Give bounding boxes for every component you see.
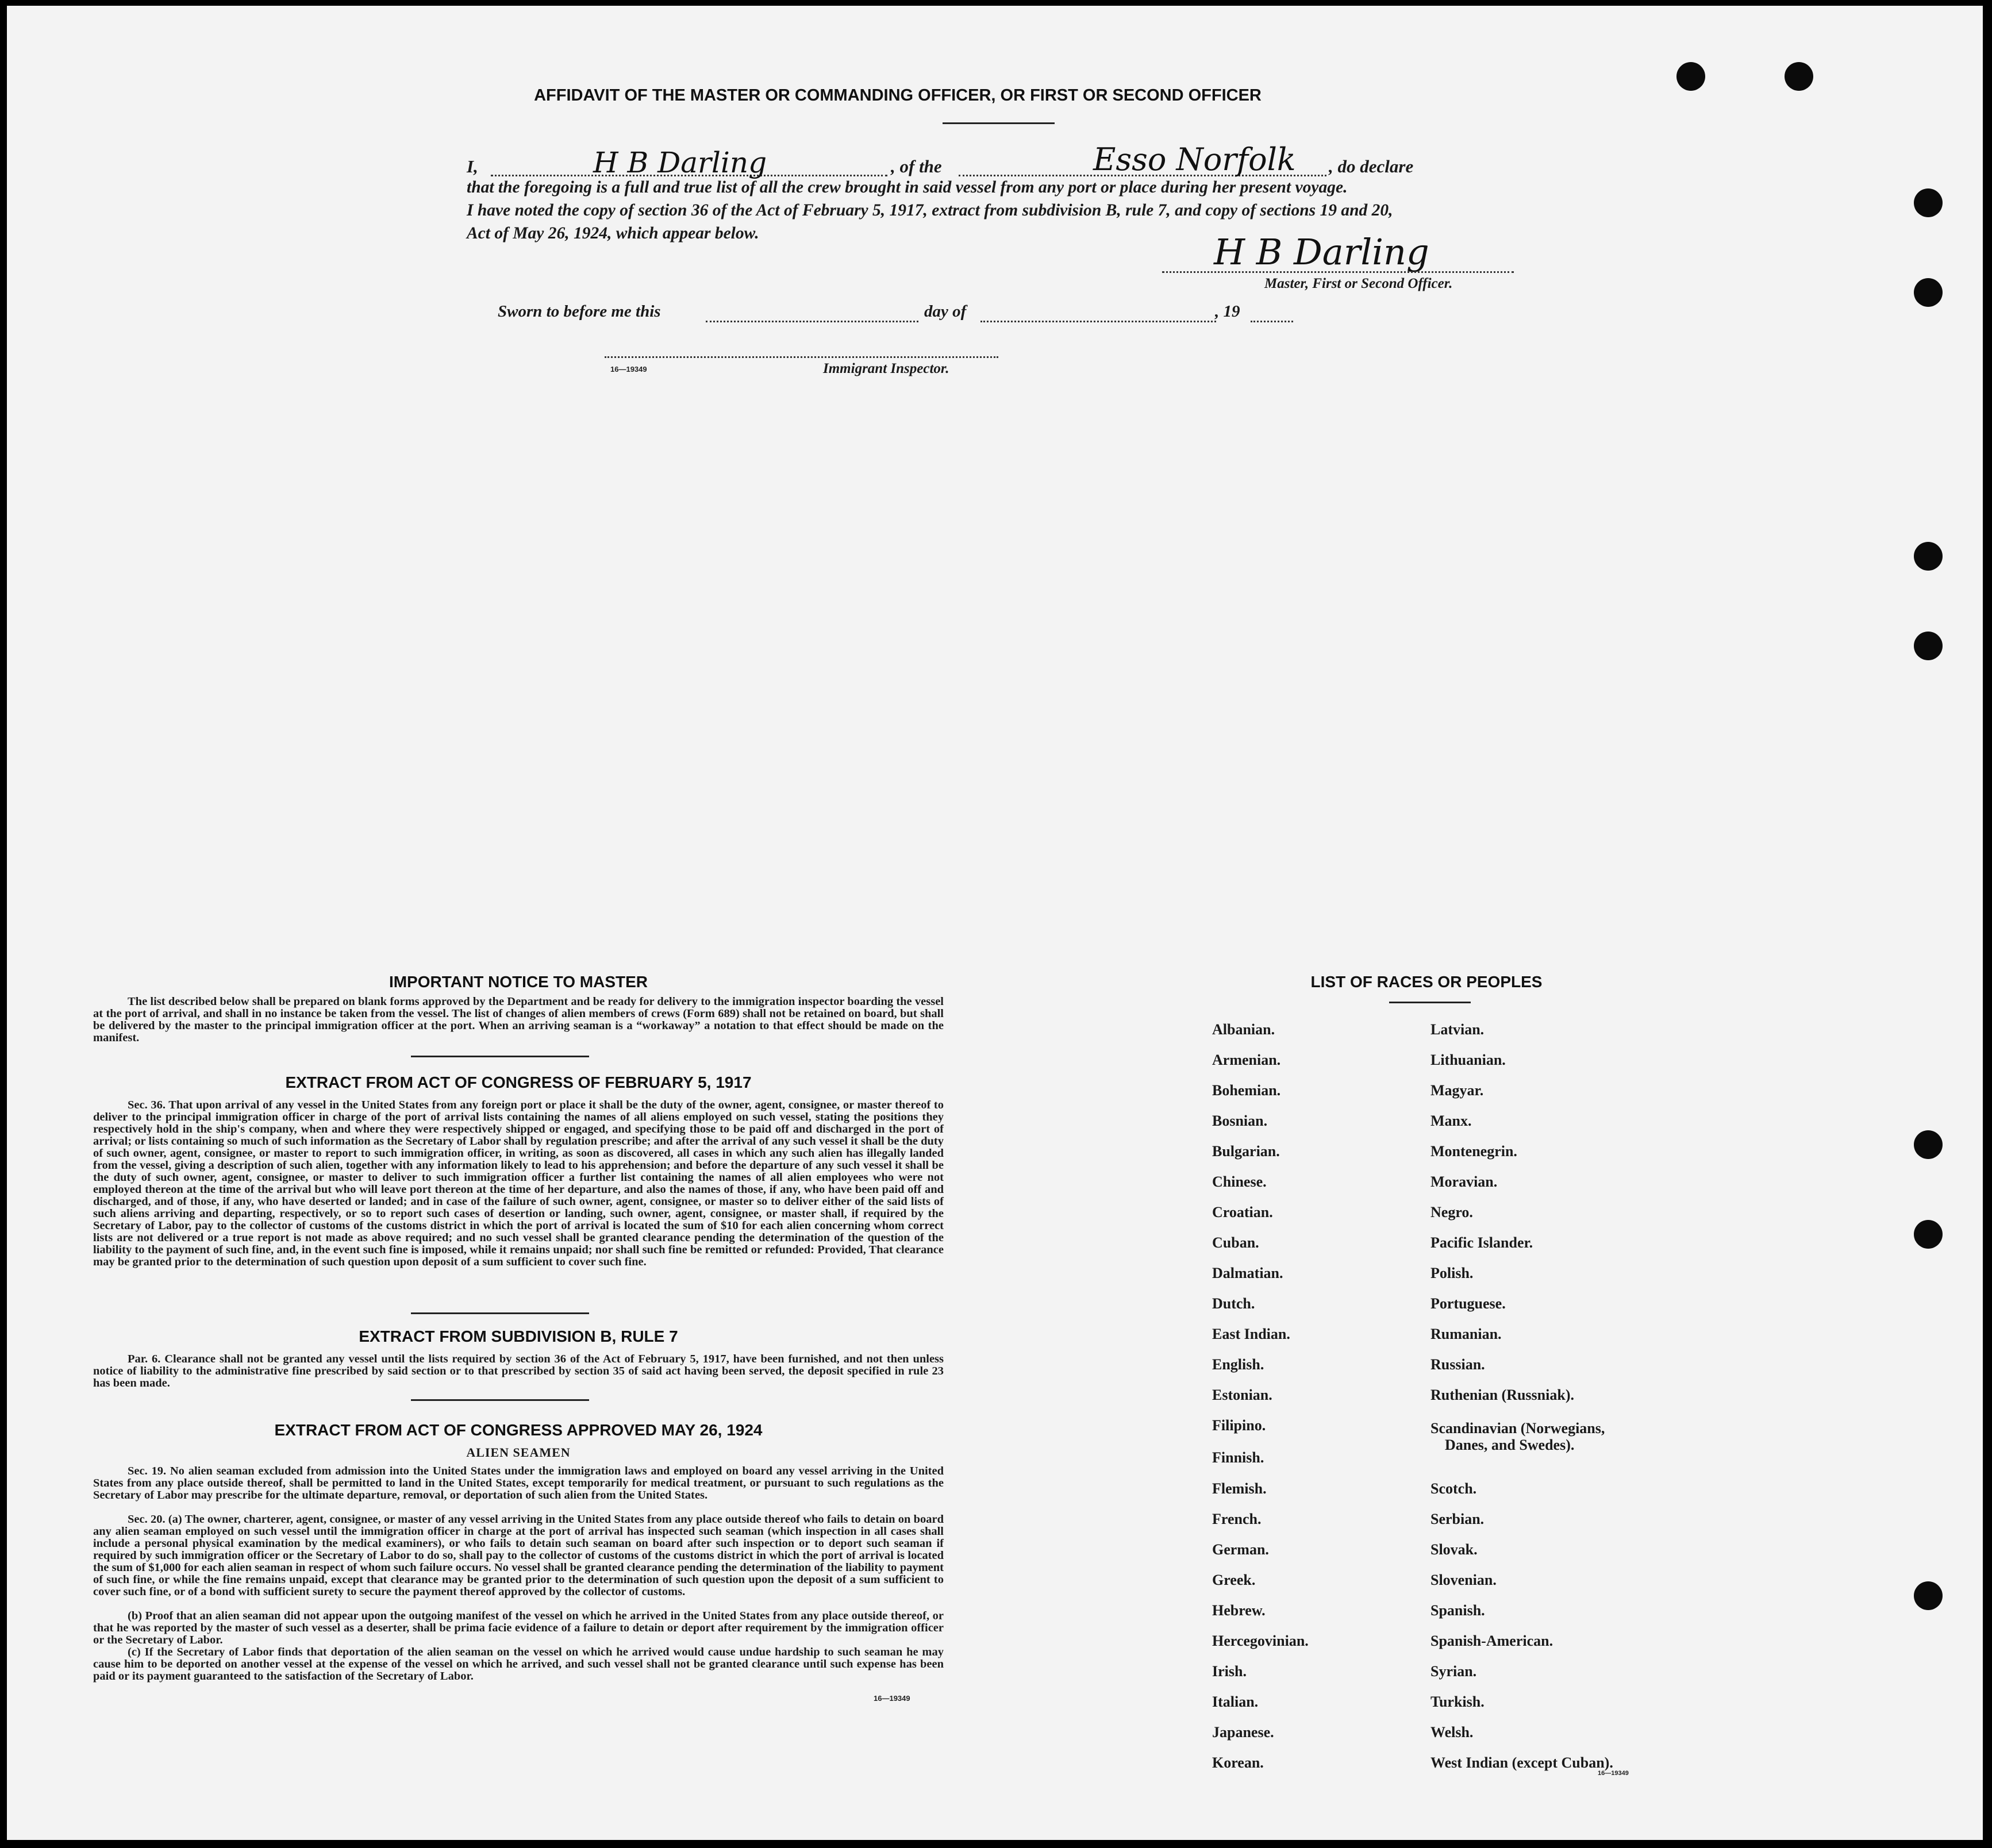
race-right: Polish. bbox=[1430, 1265, 1474, 1281]
sworn-month-blank bbox=[980, 321, 1216, 322]
notice-rule bbox=[411, 1056, 589, 1057]
master-signature: H B Darling bbox=[1214, 231, 1429, 273]
sec-20c-text: (c) If the Secretary of Labor finds that deportation of the alien seaman on the vessel on which he arrived would cause undue hardship to such seaman he may cause him to be deported on another vessel at the expense of the vessel on which he arrived, and such vessel shall not be granted clearance until such expense has been paid or its payment guaranteed to the satisfaction of the Secretary of Labor. bbox=[93, 1646, 944, 1683]
race-right: Slovenian. bbox=[1430, 1572, 1497, 1588]
race-left: Armenian. bbox=[1212, 1052, 1281, 1068]
race-left: Bosnian. bbox=[1212, 1112, 1268, 1129]
race-right: Danes, and Swedes). bbox=[1445, 1437, 1575, 1453]
race-left: Irish. bbox=[1212, 1663, 1247, 1680]
race-right: Lithuanian. bbox=[1430, 1052, 1506, 1068]
signature-line bbox=[1162, 271, 1514, 273]
race-right: Rumanian. bbox=[1430, 1326, 1502, 1342]
title-rule bbox=[943, 122, 1055, 124]
binder-hole bbox=[1914, 632, 1943, 660]
race-right: Spanish. bbox=[1430, 1602, 1485, 1619]
binder-hole bbox=[1914, 1581, 1943, 1610]
notice-text: The list described below shall be prepared on blank forms approved by the Department and be ready for delivery to the immigration inspector boarding the vessel at the port of arrival, and shall in no instance be taken from the vessel. The list of changes of alien members of crews (Form 689) shall not be retained on board, but shall be delivered by the master to the principal immigration officer at the port. When an arriving seaman is a “workaway” a notation to that effect should be made on the manifest. bbox=[93, 995, 944, 1044]
race-left: Bulgarian. bbox=[1212, 1143, 1280, 1160]
binder-hole bbox=[1914, 1130, 1943, 1159]
races-form-number: 16—19349 bbox=[1598, 1770, 1629, 1777]
race-left: Dutch. bbox=[1212, 1295, 1255, 1312]
race-right: Slovak. bbox=[1430, 1541, 1478, 1558]
subdivision-rule bbox=[411, 1399, 589, 1401]
race-left: Dalmatian. bbox=[1212, 1265, 1283, 1281]
race-right: Negro. bbox=[1430, 1204, 1473, 1221]
race-left: Finnish. bbox=[1212, 1449, 1264, 1466]
race-right: Portuguese. bbox=[1430, 1295, 1506, 1312]
extract-form-number: 16—19349 bbox=[874, 1694, 910, 1703]
binder-hole bbox=[1676, 62, 1705, 91]
sworn-line bbox=[498, 302, 1302, 331]
extract-1917-text: Sec. 36. That upon arrival of any vessel in the United States from any foreign port or place it shall be the duty of the owner, agent, consignee, or master thereof to deliver to the principal immigration officer in charge of the port of arrival lists containing the names of all aliens employed on such vessel, stating the positions they respectively hold in the ship's company, when and where they were respectively shipped or engaged, and specifying those to be paid off and discharged in the port of arrival; or lists containing so much of such information as the Secretary of Labor shall by regulation prescribe; and after the arrival of any such vessel it shall be the duty of such owner, agent, consignee, or master to report to such immigration officer, in writing, as soon as discovered, all cases in which any such alien has illegally landed from the vessel, giving a description of such alien, together with any information likely to lead to his apprehension; and before the departure of any such vessel it shall be the duty of such owner, agent, consignee, or master to deliver to such immigration officer a further list containing the names of all alien employees who were not employed thereon at the time of the arrival but who will leave port thereon at the time of her departure, and also the names of those, if any, who have been paid off and discharged, and of those, if any, who have deserted or landed; and in case of the failure of such owner, agent, consignee, or master so to deliver either of the said lists of such aliens arriving and departing, respectively, or so to report such cases of desertion or landing, such owner, agent, consignee, or master shall, if required by the Secretary of Labor, pay to the collector of customs of the customs district in which the port of arrival is located the sum of $10 for each alien concerning whom correct lists are not delivered or a true report is not made as above required; and no such vessel shall be granted clearance pending the determination of the question of the liability to the payment of such fine, and, in the event such fine is imposed, while it remains unpaid; nor shall such fine be remitted or refunded: Provided, That clearance may be granted prior to the determination of such question upon deposit of a sum sufficient to cover such fine. bbox=[93, 1099, 944, 1268]
race-left: Hercegovinian. bbox=[1212, 1633, 1309, 1649]
sworn-year-blank bbox=[1251, 321, 1293, 322]
race-left: Cuban. bbox=[1212, 1234, 1259, 1251]
binder-hole bbox=[1914, 188, 1943, 217]
race-right: Russian. bbox=[1430, 1356, 1485, 1373]
race-left: Bohemian. bbox=[1212, 1082, 1281, 1099]
sworn-year: , 19 bbox=[1215, 302, 1240, 321]
race-left: Estonian. bbox=[1212, 1387, 1272, 1403]
sec-19-text: Sec. 19. No alien seaman excluded from admission into the United States under the immigration laws and employed on board any vessel arriving in the United States from any place outside thereof, shall be permitted to land in the United States, except temporarily for medical treatment, or pursuant to such regulations as the Secretary of Labor may prescribe for the ultimate departure, removal, or deportation of such alien from the United States. bbox=[93, 1465, 944, 1502]
race-right: Turkish. bbox=[1430, 1693, 1485, 1710]
race-left: Chinese. bbox=[1212, 1173, 1267, 1190]
race-left: Hebrew. bbox=[1212, 1602, 1266, 1619]
race-right: Serbian. bbox=[1430, 1511, 1485, 1527]
signature-caption: Master, First or Second Officer. bbox=[1264, 276, 1453, 291]
race-right: Montenegrin. bbox=[1430, 1143, 1517, 1160]
race-left: Korean. bbox=[1212, 1754, 1264, 1771]
sworn-prefix: Sworn to before me this bbox=[498, 302, 661, 321]
race-left: Greek. bbox=[1212, 1572, 1256, 1588]
affidavit-title: AFFIDAVIT OF THE MASTER OR COMMANDING OFFICER, OR FIRST OR SECOND OFFICER bbox=[534, 86, 1262, 105]
sworn-day-blank bbox=[706, 321, 918, 322]
races-rule bbox=[1389, 1002, 1471, 1003]
handwritten-vessel: Esso Norfolk bbox=[1093, 141, 1296, 178]
binder-hole bbox=[1914, 542, 1943, 571]
of-the-text: , of the bbox=[891, 156, 942, 176]
race-left: East Indian. bbox=[1212, 1326, 1290, 1342]
document-page bbox=[7, 6, 1983, 1840]
subdivision-text: Par. 6. Clearance shall not be granted any vessel until the lists required by section 36 of the Act of February 5, 1917, have been furnished, and not then unless notice of liability to the administrative fine prescribed by said section or to that prescribed by section 35 of said act having been served, the deposit specified in rule 23 has been made. bbox=[93, 1353, 944, 1389]
notice-title: IMPORTANT NOTICE TO MASTER bbox=[389, 973, 648, 991]
race-right: Spanish-American. bbox=[1430, 1633, 1553, 1649]
alien-seamen-subtitle: ALIEN SEAMEN bbox=[466, 1445, 571, 1460]
declaration-line-4: Act of May 26, 1924, which appear below. bbox=[467, 224, 759, 242]
affidavit-form-number: 16—19349 bbox=[610, 365, 647, 374]
races-title: LIST OF RACES OR PEOPLES bbox=[1310, 973, 1543, 991]
declaration-line-2: that the foregoing is a full and true list of all the crew brought in said vessel from any port or place during her present voyage. bbox=[467, 178, 1348, 197]
race-right: Latvian. bbox=[1430, 1021, 1485, 1038]
race-right: Ruthenian (Russniak). bbox=[1430, 1387, 1574, 1403]
race-left: Flemish. bbox=[1212, 1480, 1267, 1497]
sworn-day-of: day of bbox=[924, 302, 967, 321]
race-left: Italian. bbox=[1212, 1693, 1259, 1710]
sec-20a-text: Sec. 20. (a) The owner, charterer, agent, consignee, or master of any vessel arriving in the United States from any place outside thereof who fails to detain on board any alien seaman employed on such vessel until the immigration officer in charge at the port of arrival has inspected such seaman (which inspection in all cases shall include a personal physical examination by the medical examiners), or who fails to detain such seaman on board after such inspection or to deport such seaman if required by such immigration officer or the Secretary of Labor to do so, shall pay to the collector of customs of the customs district in which the port of arrival is located the sum of $1,000 for each alien seaman in respect of whom such failure occurs. No vessel shall be granted clearance pending the determination of the liability to payment of such fine, or while the fine remains unpaid, except that clearance may be granted prior to the determination of such question upon the deposit of a sum sufficient to cover such fine, or of a bond with sufficient surety to secure the payment thereof approved by the collector of customs. bbox=[93, 1513, 944, 1598]
race-right: Pacific Islander. bbox=[1430, 1234, 1533, 1251]
race-right: Scotch. bbox=[1430, 1480, 1477, 1497]
sec-20b-text: (b) Proof that an alien seaman did not appear upon the outgoing manifest of the vessel on which he arrived in the United States from any place outside thereof, or that he was reported by the master of such vessel as a deserter, shall be prima facie evidence of a failure to detain or deport after requirement by the immigration officer or the Secretary of Labor. bbox=[93, 1610, 944, 1646]
binder-hole bbox=[1914, 1220, 1943, 1249]
binder-hole bbox=[1785, 62, 1813, 91]
race-right: Welsh. bbox=[1430, 1724, 1474, 1741]
race-right: West Indian (except Cuban). bbox=[1430, 1754, 1613, 1771]
inspector-line bbox=[605, 356, 998, 358]
race-left: French. bbox=[1212, 1511, 1262, 1527]
race-left: Croatian. bbox=[1212, 1204, 1273, 1221]
i-prefix: I, bbox=[467, 156, 478, 176]
race-right: Scandinavian (Norwegians, bbox=[1430, 1420, 1605, 1437]
race-right: Syrian. bbox=[1430, 1663, 1477, 1680]
race-right: Manx. bbox=[1430, 1112, 1472, 1129]
handwritten-name: H B Darling bbox=[593, 146, 767, 179]
inspector-caption: Immigrant Inspector. bbox=[823, 361, 949, 376]
binder-hole bbox=[1914, 278, 1943, 307]
declaration-line-3: I have noted the copy of section 36 of the Act of February 5, 1917, extract from subdivision B, rule 7, and copy of sections 19 and 20, bbox=[467, 201, 1393, 220]
race-right: Moravian. bbox=[1430, 1173, 1498, 1190]
race-left: Filipino. bbox=[1212, 1417, 1266, 1434]
race-left: English. bbox=[1212, 1356, 1264, 1373]
extract-1917-rule bbox=[411, 1312, 589, 1314]
race-left: Albanian. bbox=[1212, 1021, 1275, 1038]
race-left: Japanese. bbox=[1212, 1724, 1274, 1741]
subdivision-title: EXTRACT FROM SUBDIVISION B, RULE 7 bbox=[359, 1327, 678, 1345]
do-declare-text: , do declare bbox=[1329, 156, 1414, 176]
race-left: German. bbox=[1212, 1541, 1269, 1558]
extract-1917-title: EXTRACT FROM ACT OF CONGRESS OF FEBRUARY 5, 1917 bbox=[285, 1073, 752, 1091]
race-right: Magyar. bbox=[1430, 1082, 1484, 1099]
extract-1924-title: EXTRACT FROM ACT OF CONGRESS APPROVED MAY 26, 1924 bbox=[274, 1421, 763, 1439]
